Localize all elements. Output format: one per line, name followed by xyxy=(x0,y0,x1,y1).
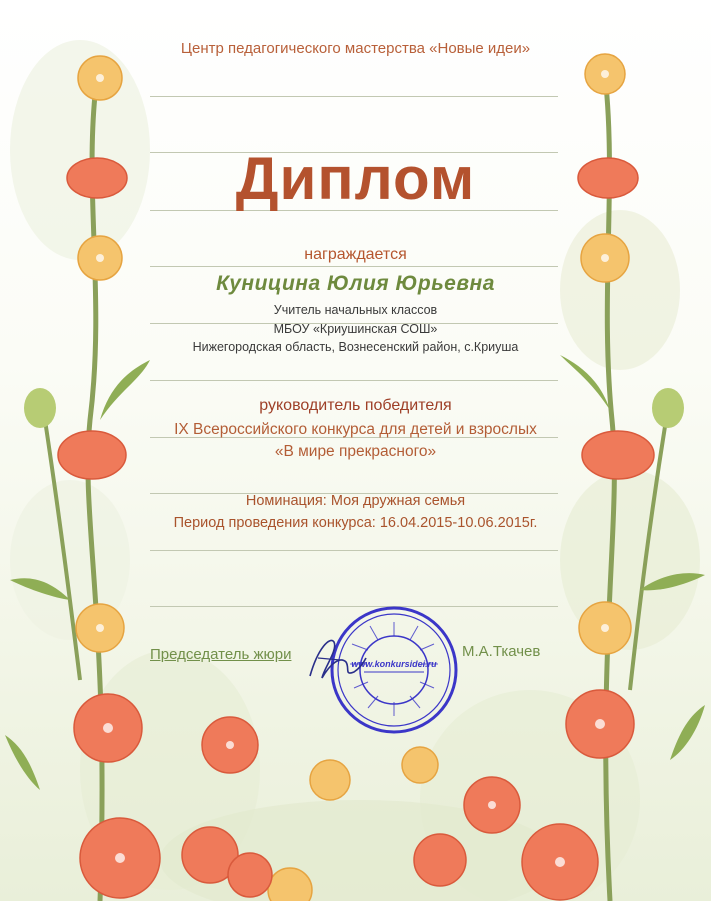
awarded-label: награждается xyxy=(304,246,407,263)
organization-name: Центр педагогического мастерства «Новые идеи» xyxy=(180,40,531,57)
recipient-region: Нижегородская область, Вознесенский район, с.Криуша xyxy=(192,340,519,354)
contest-period: Период проведения конкурса: 16.04.2015-10.06.2015г. xyxy=(173,515,538,531)
diploma-title: Диплом xyxy=(235,145,476,212)
stamp-website: www.konkursidei.ru xyxy=(351,659,437,669)
signer-name: М.А.Ткачев xyxy=(462,643,541,660)
rule-line xyxy=(150,550,558,551)
contest-title: «В мире прекрасного» xyxy=(274,443,437,460)
achievement-text: руководитель победителя xyxy=(259,397,452,414)
nomination-text: Номинация: Моя дружная семья xyxy=(245,493,466,509)
signature xyxy=(300,628,370,688)
rule-line xyxy=(150,266,558,267)
rule-line xyxy=(150,96,558,97)
jury-chair-label: Председатель жюри xyxy=(150,646,292,663)
contest-name: IX Всероссийского конкурса для детей и взрослых xyxy=(174,421,537,438)
recipient-name: Куницина Юлия Юрьевна xyxy=(216,272,495,295)
recipient-school: МБОУ «Криушинская СОШ» xyxy=(273,322,438,336)
recipient-position: Учитель начальных классов xyxy=(273,303,438,317)
rule-line xyxy=(150,380,558,381)
